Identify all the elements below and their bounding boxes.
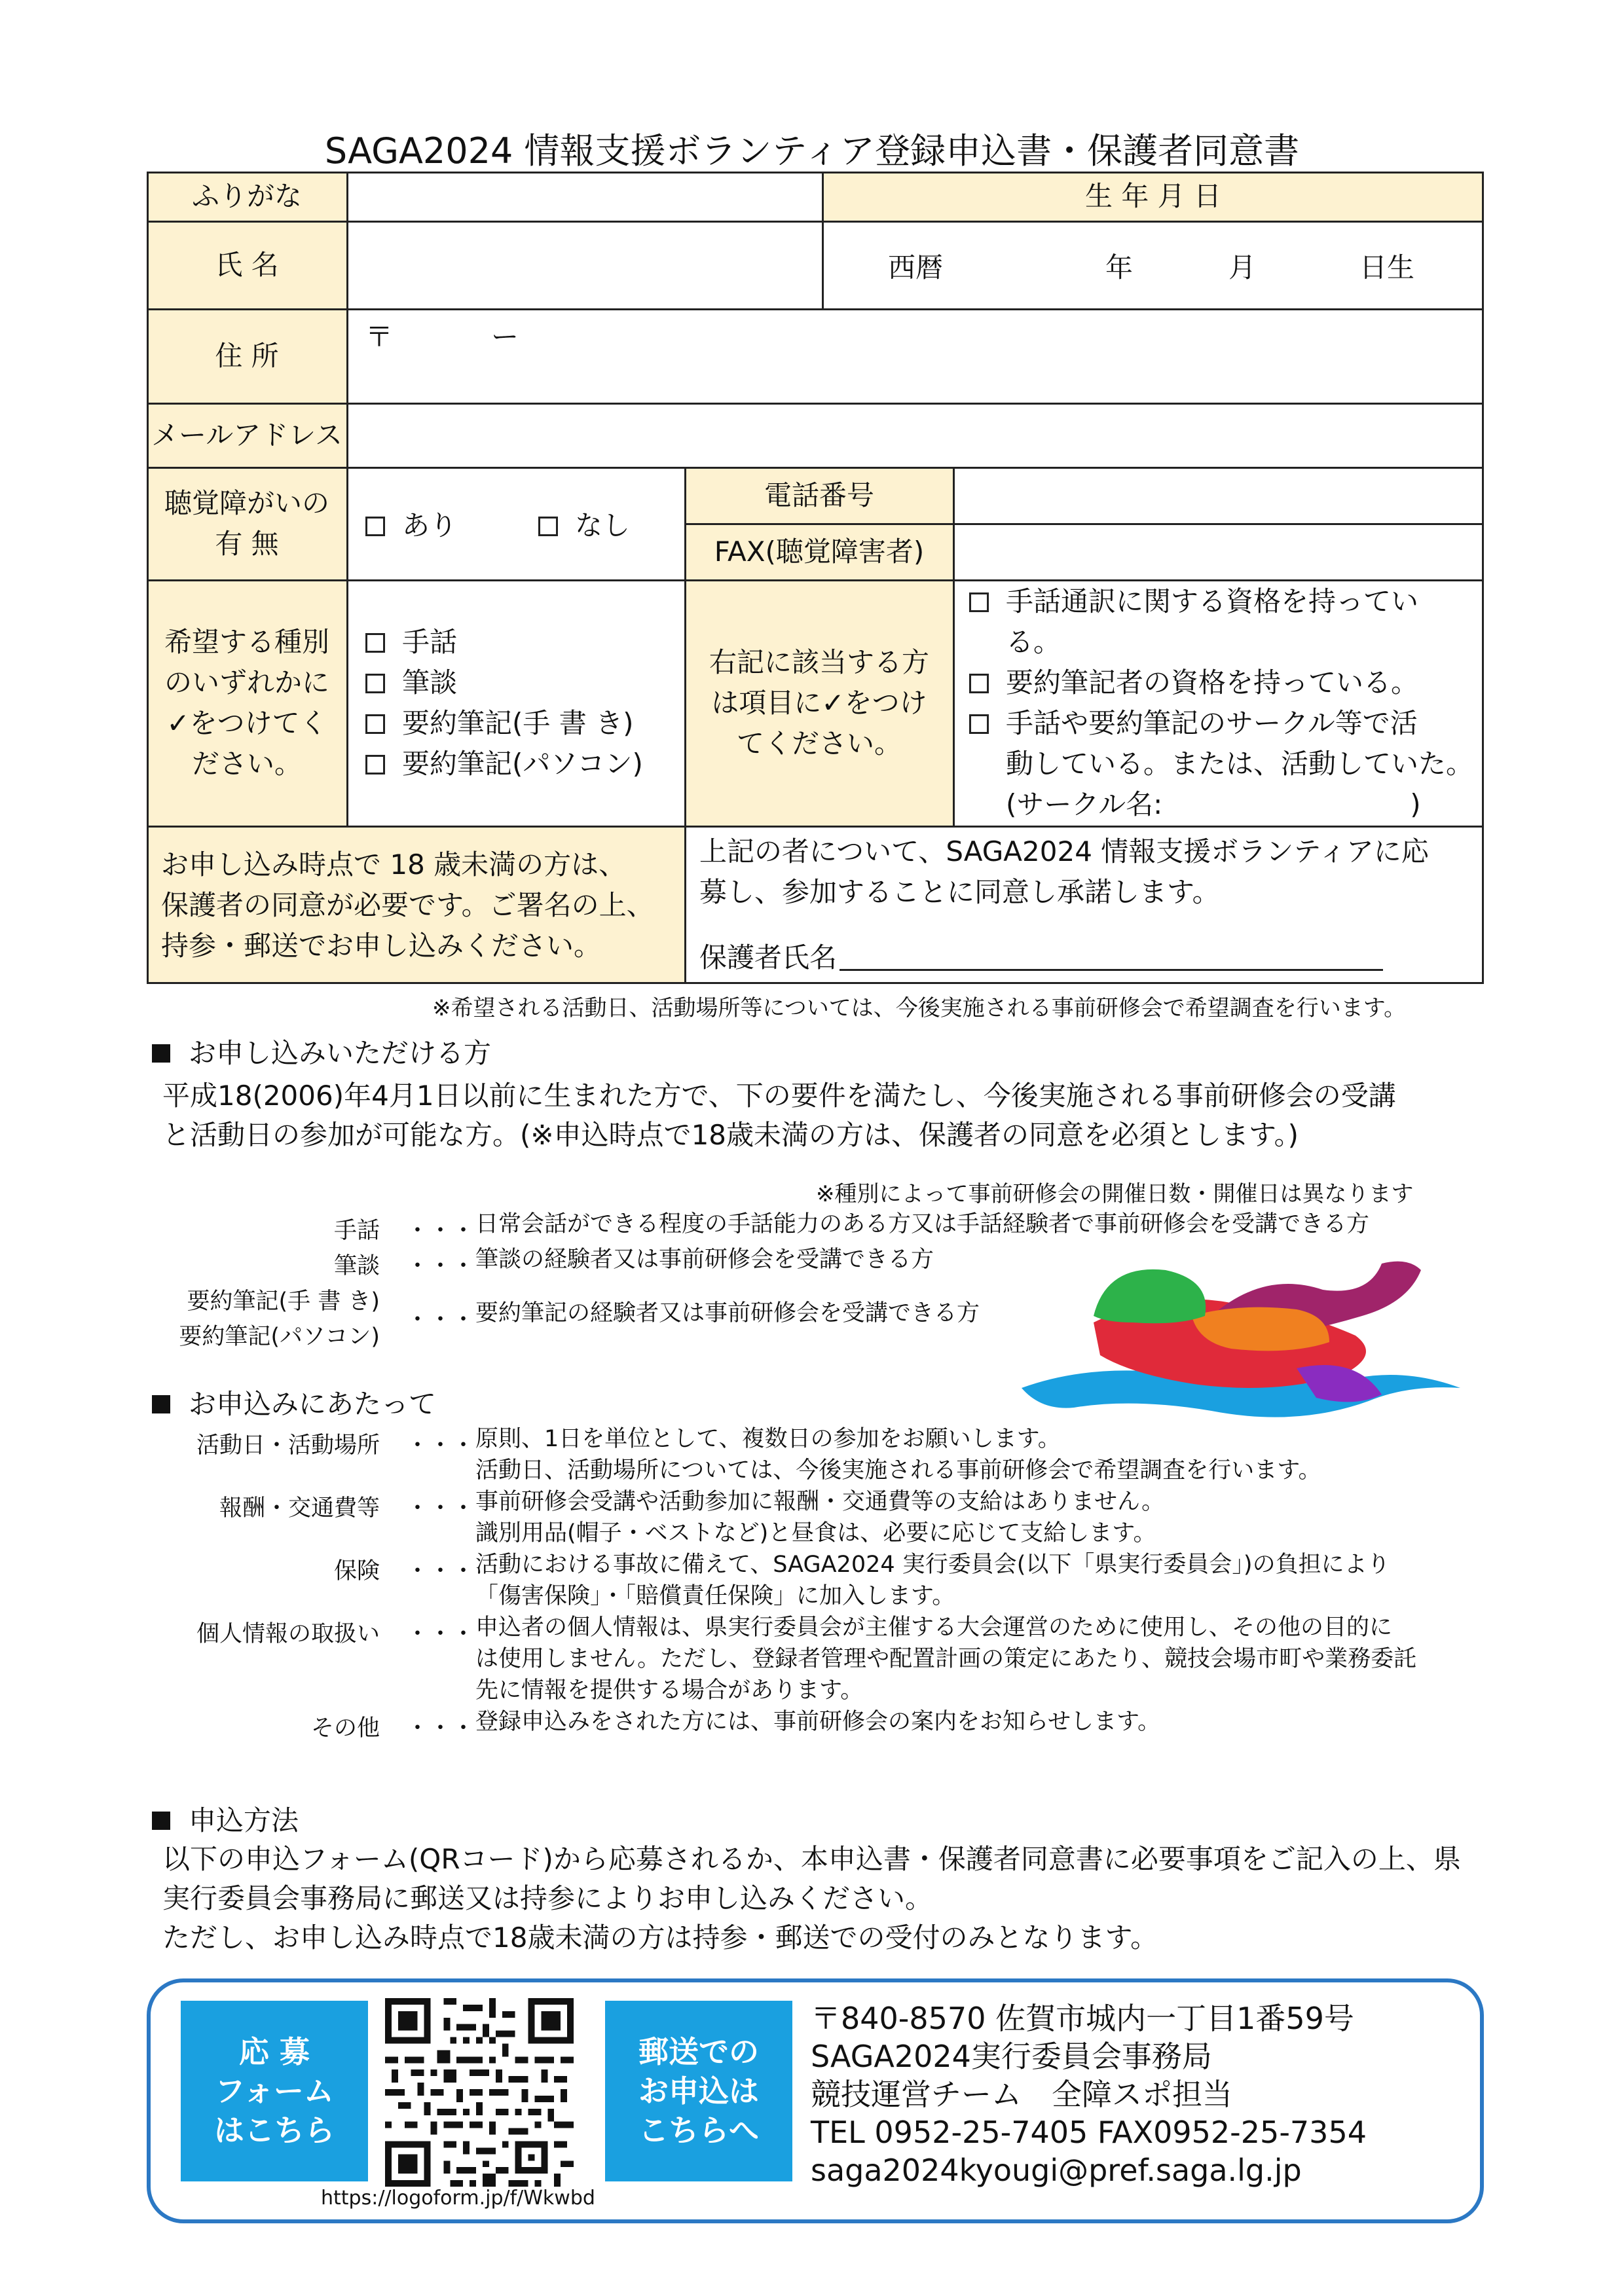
minor-note-line: 保護者の同意が必要です。ご署名の上、	[161, 888, 654, 921]
email-label: メールアドレス	[147, 403, 347, 467]
item-label: 要約筆記(パソコン)	[179, 1324, 380, 1350]
birth-day-unit: 日生	[1359, 251, 1415, 283]
hearing-label-line1: 聴覚障がいの	[164, 487, 329, 519]
term-dots: ・・・	[406, 1621, 475, 1647]
eligible-line: 平成18(2006)年4月1日以前に生まれた方で、下の要件を満たし、今後実施される事前研修会の受講	[162, 1080, 1396, 1112]
term-dots: ・・・	[406, 1558, 475, 1584]
type-label-line: ✓をつけてく	[166, 707, 327, 739]
circle-name-field[interactable]: (サークル名: )	[1006, 788, 1421, 820]
birth-month-unit: 月	[1228, 251, 1257, 283]
minor-note-line: お申し込み時点で 18 歳未満の方は、	[161, 848, 627, 881]
address-line: SAGA2024実行委員会事務局	[811, 2039, 1212, 2074]
address-label: 住 所	[147, 309, 347, 403]
phone-label: 電話番号	[685, 467, 953, 524]
application-form-button[interactable]	[181, 2001, 368, 2181]
item-dots: ・・・	[406, 1253, 475, 1279]
option-label: 要約筆記者の資格を持っている。	[1006, 666, 1419, 699]
term-label: 報酬・交通費等	[219, 1495, 380, 1522]
furigana-label: ふりがな	[147, 172, 347, 221]
button-line: 郵送での	[638, 2034, 759, 2069]
eligible-heading	[152, 1032, 491, 1071]
term-dots: ・・・	[406, 1432, 475, 1459]
terms-heading	[152, 1383, 436, 1422]
hearing-label-line2: 有 無	[215, 528, 279, 560]
square-bullet-icon	[152, 1044, 170, 1063]
term-dots: ・・・	[406, 1495, 475, 1522]
type-label-line: 希望する種別	[164, 626, 329, 658]
term-line: 申込者の個人情報は、県実行委員会が主催する大会運営のために使用し、その他の目的に	[475, 1614, 1393, 1641]
button-line: フォーム	[215, 2073, 334, 2109]
term-line: は使用しません。ただし、登録者管理や配置計画の策定にあたり、競技会場市町や業務委託	[475, 1646, 1417, 1672]
eligible-line: と活動日の参加が可能な方。(※申込時点で18歳未満の方は、保護者の同意を必須とします。)	[162, 1119, 1299, 1151]
option-continuation: 動している。または、活動していた。	[1006, 748, 1474, 780]
applicable-label-line: は項目に✓をつけ	[711, 687, 927, 719]
mail-application-button[interactable]	[605, 2001, 792, 2181]
method-heading-text: 申込方法	[189, 1804, 299, 1836]
divider	[346, 172, 348, 826]
divider	[685, 523, 1484, 525]
term-line: 原則、1日を単位として、複数日の参加をお願いします。	[475, 1426, 1061, 1452]
address-line: TEL 0952-25-7405 FAX0952-25-7354	[811, 2115, 1367, 2150]
method-text	[162, 1840, 1461, 1958]
fax-label: FAX(聴覚障害者)	[685, 524, 953, 580]
form-footnote: ※希望される活動日、活動場所等については、今後実施される事前研修会で希望調査を行います。	[432, 995, 1407, 1021]
term-text	[475, 1612, 1416, 1706]
terms-heading-text: お申込みにあたって	[189, 1388, 437, 1420]
square-bullet-icon	[152, 1812, 170, 1830]
guardian-label: 保護者氏名	[699, 941, 838, 974]
term-line: 識別用品(帽子・ベストなど)と昼食は、必要に応じて支給します。	[475, 1520, 1156, 1546]
birth-year-unit: 年	[1105, 251, 1134, 283]
term-label: 保険	[333, 1558, 380, 1584]
postal-dash: ー	[491, 321, 519, 353]
item-text: 要約筆記の経験者又は事前研修会を受講できる方	[475, 1300, 980, 1326]
option-label: 筆談	[402, 666, 458, 699]
item-dots: ・・・	[406, 1218, 475, 1244]
term-line: 活動日、活動場所については、今後実施される事前研修会で希望調査を行います。	[475, 1457, 1321, 1484]
applicable-label-line: てください。	[736, 727, 902, 759]
term-line: 「傷害保険」・「賠償責任保険」に加入します。	[475, 1583, 955, 1609]
term-line: 事前研修会受講や活動参加に報酬・交通費等の支給はありません。	[475, 1489, 1165, 1515]
button-line: こちらへ	[638, 2113, 759, 2148]
swimmer-illustration	[1015, 1244, 1473, 1440]
cap-shape	[1094, 1269, 1206, 1323]
eligible-text	[162, 1076, 1396, 1155]
email-address[interactable]: saga2024kyougi@pref.saga.lg.jp	[811, 2153, 1302, 2188]
term-label: 個人情報の取扱い	[196, 1621, 380, 1647]
item-label: 手話	[333, 1218, 380, 1244]
term-label: その他	[310, 1715, 380, 1741]
item-label: 要約筆記(手 書 き)	[187, 1288, 380, 1315]
item-dots: ・・・	[406, 1307, 475, 1333]
button-line: お申込は	[638, 2073, 759, 2109]
square-bullet-icon	[152, 1395, 170, 1413]
option-label: 要約筆記(手 書 き)	[402, 707, 634, 739]
form-url[interactable]: https://logoform.jp/f/Wkwbd	[321, 2187, 595, 2210]
postal-mark: 〒	[365, 321, 394, 353]
address-line: 〒840-8570 佐賀市城内一丁目1番59号	[811, 2001, 1354, 2036]
button-line: はこちら	[214, 2113, 335, 2148]
type-label-line: のいずれかに	[164, 666, 329, 699]
option-continuation: る。	[1006, 626, 1061, 658]
method-line: 実行委員会事務局に郵送又は持参によりお申し込みください。	[162, 1882, 933, 1914]
item-text: 日常会話ができる程度の手話能力のある方又は手話経験者で事前研修会を受講できる方	[475, 1211, 1370, 1237]
term-label: 活動日・活動場所	[196, 1432, 380, 1459]
page-title: SAGA2024 情報支援ボランティア登録申込書・保護者同意書	[324, 130, 1300, 172]
birth-date-header: 生 年 月 日	[822, 172, 1484, 221]
consent-line: 募し、参加することに同意し承諾します。	[699, 876, 1220, 908]
mailing-address	[811, 1999, 1367, 2189]
option-label: 手話通訳に関する資格を持ってい	[1006, 585, 1419, 617]
address-line: 競技運営チーム 全障スポ担当	[811, 2077, 1232, 2112]
consent-line: 上記の者について、SAGA2024 情報支援ボランティアに応	[699, 835, 1429, 867]
option-label: 要約筆記(パソコン)	[402, 748, 643, 780]
term-text	[475, 1549, 1390, 1612]
eligible-note: ※種別によって事前研修会の開催日数・開催日は異なります	[816, 1181, 1414, 1207]
divider	[953, 467, 955, 826]
hearing-yes-label: あり	[402, 509, 458, 541]
applicable-label-line: 右記に該当する方	[709, 646, 929, 678]
term-line: 活動における事故に備えて、SAGA2024 実行委員会(以下「県実行委員会」)の負担により	[475, 1552, 1390, 1578]
hearing-no-label: なし	[575, 509, 631, 541]
divider	[822, 172, 824, 309]
option-label: 手話や要約筆記のサークル等で活	[1006, 707, 1418, 739]
term-text	[475, 1486, 1164, 1549]
term-dots: ・・・	[406, 1715, 475, 1741]
method-line: ただし、お申し込み時点で18歳未満の方は持参・郵送での受付のみとなります。	[162, 1922, 1158, 1954]
term-line: 登録申込みをされた方には、事前研修会の案内をお知らせします。	[475, 1709, 1161, 1735]
divider	[684, 467, 686, 984]
method-heading	[152, 1799, 299, 1838]
qr-code[interactable]	[385, 1998, 574, 2187]
item-text: 筆談の経験者又は事前研修会を受講できる方	[475, 1247, 934, 1273]
eligible-heading-text: お申し込みいただける方	[189, 1037, 492, 1069]
item-label: 筆談	[333, 1253, 380, 1279]
term-line: 先に情報を提供する場合があります。	[475, 1677, 864, 1704]
term-text	[475, 1706, 1160, 1738]
name-label: 氏 名	[147, 221, 347, 309]
button-line: 応 募	[238, 2034, 310, 2069]
option-label: 手話	[402, 626, 458, 658]
method-line: 以下の申込フォーム(QRコード)から応募されるか、本申込書・保護者同意書に必要事項をご記入の上、県	[162, 1843, 1461, 1875]
term-text	[475, 1423, 1321, 1486]
birth-era: 西暦	[888, 251, 944, 283]
minor-note-line: 持参・郵送でお申し込みください。	[161, 929, 602, 962]
type-label-line: ださい。	[191, 748, 302, 780]
